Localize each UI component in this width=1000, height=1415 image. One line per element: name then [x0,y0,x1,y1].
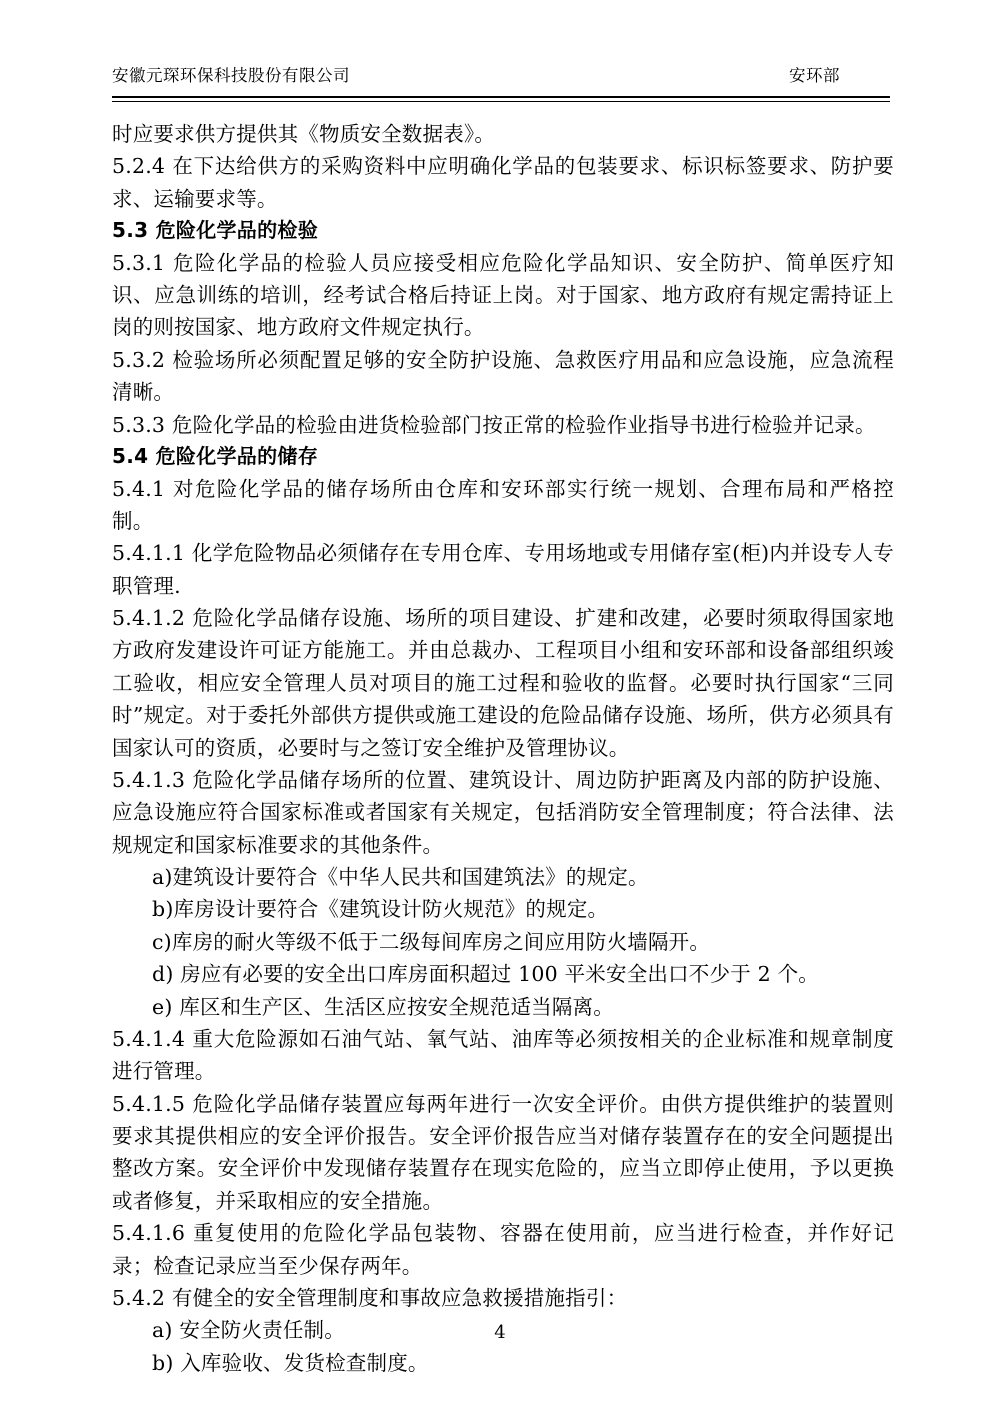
header-rule-thick [112,96,890,98]
page-header [112,62,890,86]
paragraph-p-5-4-1-3-c: c)库房的耐火等级不低于二级每间库房之间应用防火墙隔开。 [152,929,711,954]
page-number: 4 [494,1322,506,1343]
paragraph-p-5-4-1: 5.4.1 对危险化学品的储存场所由仓库和安环部实行统一规划、合理布局和严格控制。 [112,476,894,533]
paragraph-p-5-4-2: 5.4.2 有健全的安全管理制度和事故应急救援措施指引： [112,1285,628,1310]
paragraph-p-5-4-1-4: 5.4.1.4 重大危险源如石油气站、氧气站、油库等必须按相关的企业标准和规章制度进行管理。 [112,1026,894,1084]
paragraph-p-5-3-3: 5.3.3 危险化学品的检验由进货检验部门按正常的检验作业指导书进行检验并记录。 [112,412,876,437]
paragraph-p-5-4-2-b: b) 入库验收、发货检查制度。 [152,1350,429,1375]
paragraph-p-5-4-1-6: 5.4.1.6 重复使用的危险化学品包装物、容器在使用前，应当进行检查，并作好记录；检查记录应当至少保存两年。 [112,1221,894,1278]
header-department-name: 安环部 [789,66,840,85]
paragraph-p-5-4-1-3-d: d) 房应有必要的安全出口库房面积超过 100 平米安全出口不少于 2 个。 [152,962,819,987]
paragraph-h-5-4: 5.4 危险化学品的储存 [112,443,318,468]
paragraph-p-5-2-3-cont: 时应要求供方提供其《物质安全数据表》。 [112,122,496,146]
paragraph-p-5-4-1-3-b: b)库房设计要符合《建筑设计防火规范》的规定。 [152,897,609,922]
paragraph-p-5-4-1-1: 5.4.1.1 化学危险物品必须储存在专用仓库、专用场地或专用储存室(柜)内并设专人专职管理. [112,541,894,598]
header-company-name: 安徽元琛环保科技股份有限公司 [112,66,350,85]
paragraph-p-5-4-1-3-e: e) 库区和生产区、生活区应按安全规范适当隔离。 [152,994,614,1019]
paragraph-p-5-4-2-a: a) 安全防火责任制。 [152,1318,345,1343]
paragraph-p-5-4-1-3-a: a)建筑设计要符合《中华人民共和国建筑法》的规定。 [152,865,649,890]
paragraph-h-5-3: 5.3 危险化学品的检验 [112,218,318,243]
paragraph-p-5-3-1: 5.3.1 危险化学品的检验人员应接受相应危险化学品知识、安全防护、简单医疗知识、应急训练的培训，经考试合格后持证上岗。对于国家、地方政府有规定需持证上岗的则按国家、地方政府文件规定执行。 [112,250,894,340]
paragraph-p-5-3-2: 5.3.2 检验场所必须配置足够的安全防护设施、急救医疗用品和应急设施，应急流程清晰。 [112,347,894,405]
paragraph-p-5-2-4: 5.2.4 在下达给供方的采购资料中应明确化学品的包装要求、标识标签要求、防护要求、运输要求等。 [112,154,894,211]
paragraph-p-5-4-1-2: 5.4.1.2 危险化学品储存设施、场所的项目建设、扩建和改建，必要时须取得国家地方政府发建设许可证方能施工。并由总裁办、工程项目小组和安环部和设备部组织竣工验收，相应安全管理人员对项目的施工过程和验收的监督。必要时执行国家“三同时”规定。对于委托外部供方提供或施工建设的危险品储存设施、场所，供方必须具有国家认可的资质，必要时与之签订安全维护及管理协议。 [112,606,894,760]
header-rule-thin [112,101,890,102]
paragraph-p-5-4-1-5: 5.4.1.5 危险化学品储存装置应每两年进行一次安全评价。由供方提供维护的装置则要求其提供相应的安全评价报告。安全评价报告应当对储存装置存在的安全问题提出整改方案。安全评价中发现储存装置存在现实危险的，应当立即停止使用，予以更换或者修复，并采取相应的安全措施。 [112,1091,894,1213]
paragraph-p-5-4-1-3: 5.4.1.3 危险化学品储存场所的位置、建筑设计、周边防护距离及内部的防护设施、应急设施应符合国家标准或者国家有关规定，包括消防安全管理制度；符合法律、法规规定和国家标准要求的其他条件。 [112,767,894,857]
document-body [112,118,894,1379]
